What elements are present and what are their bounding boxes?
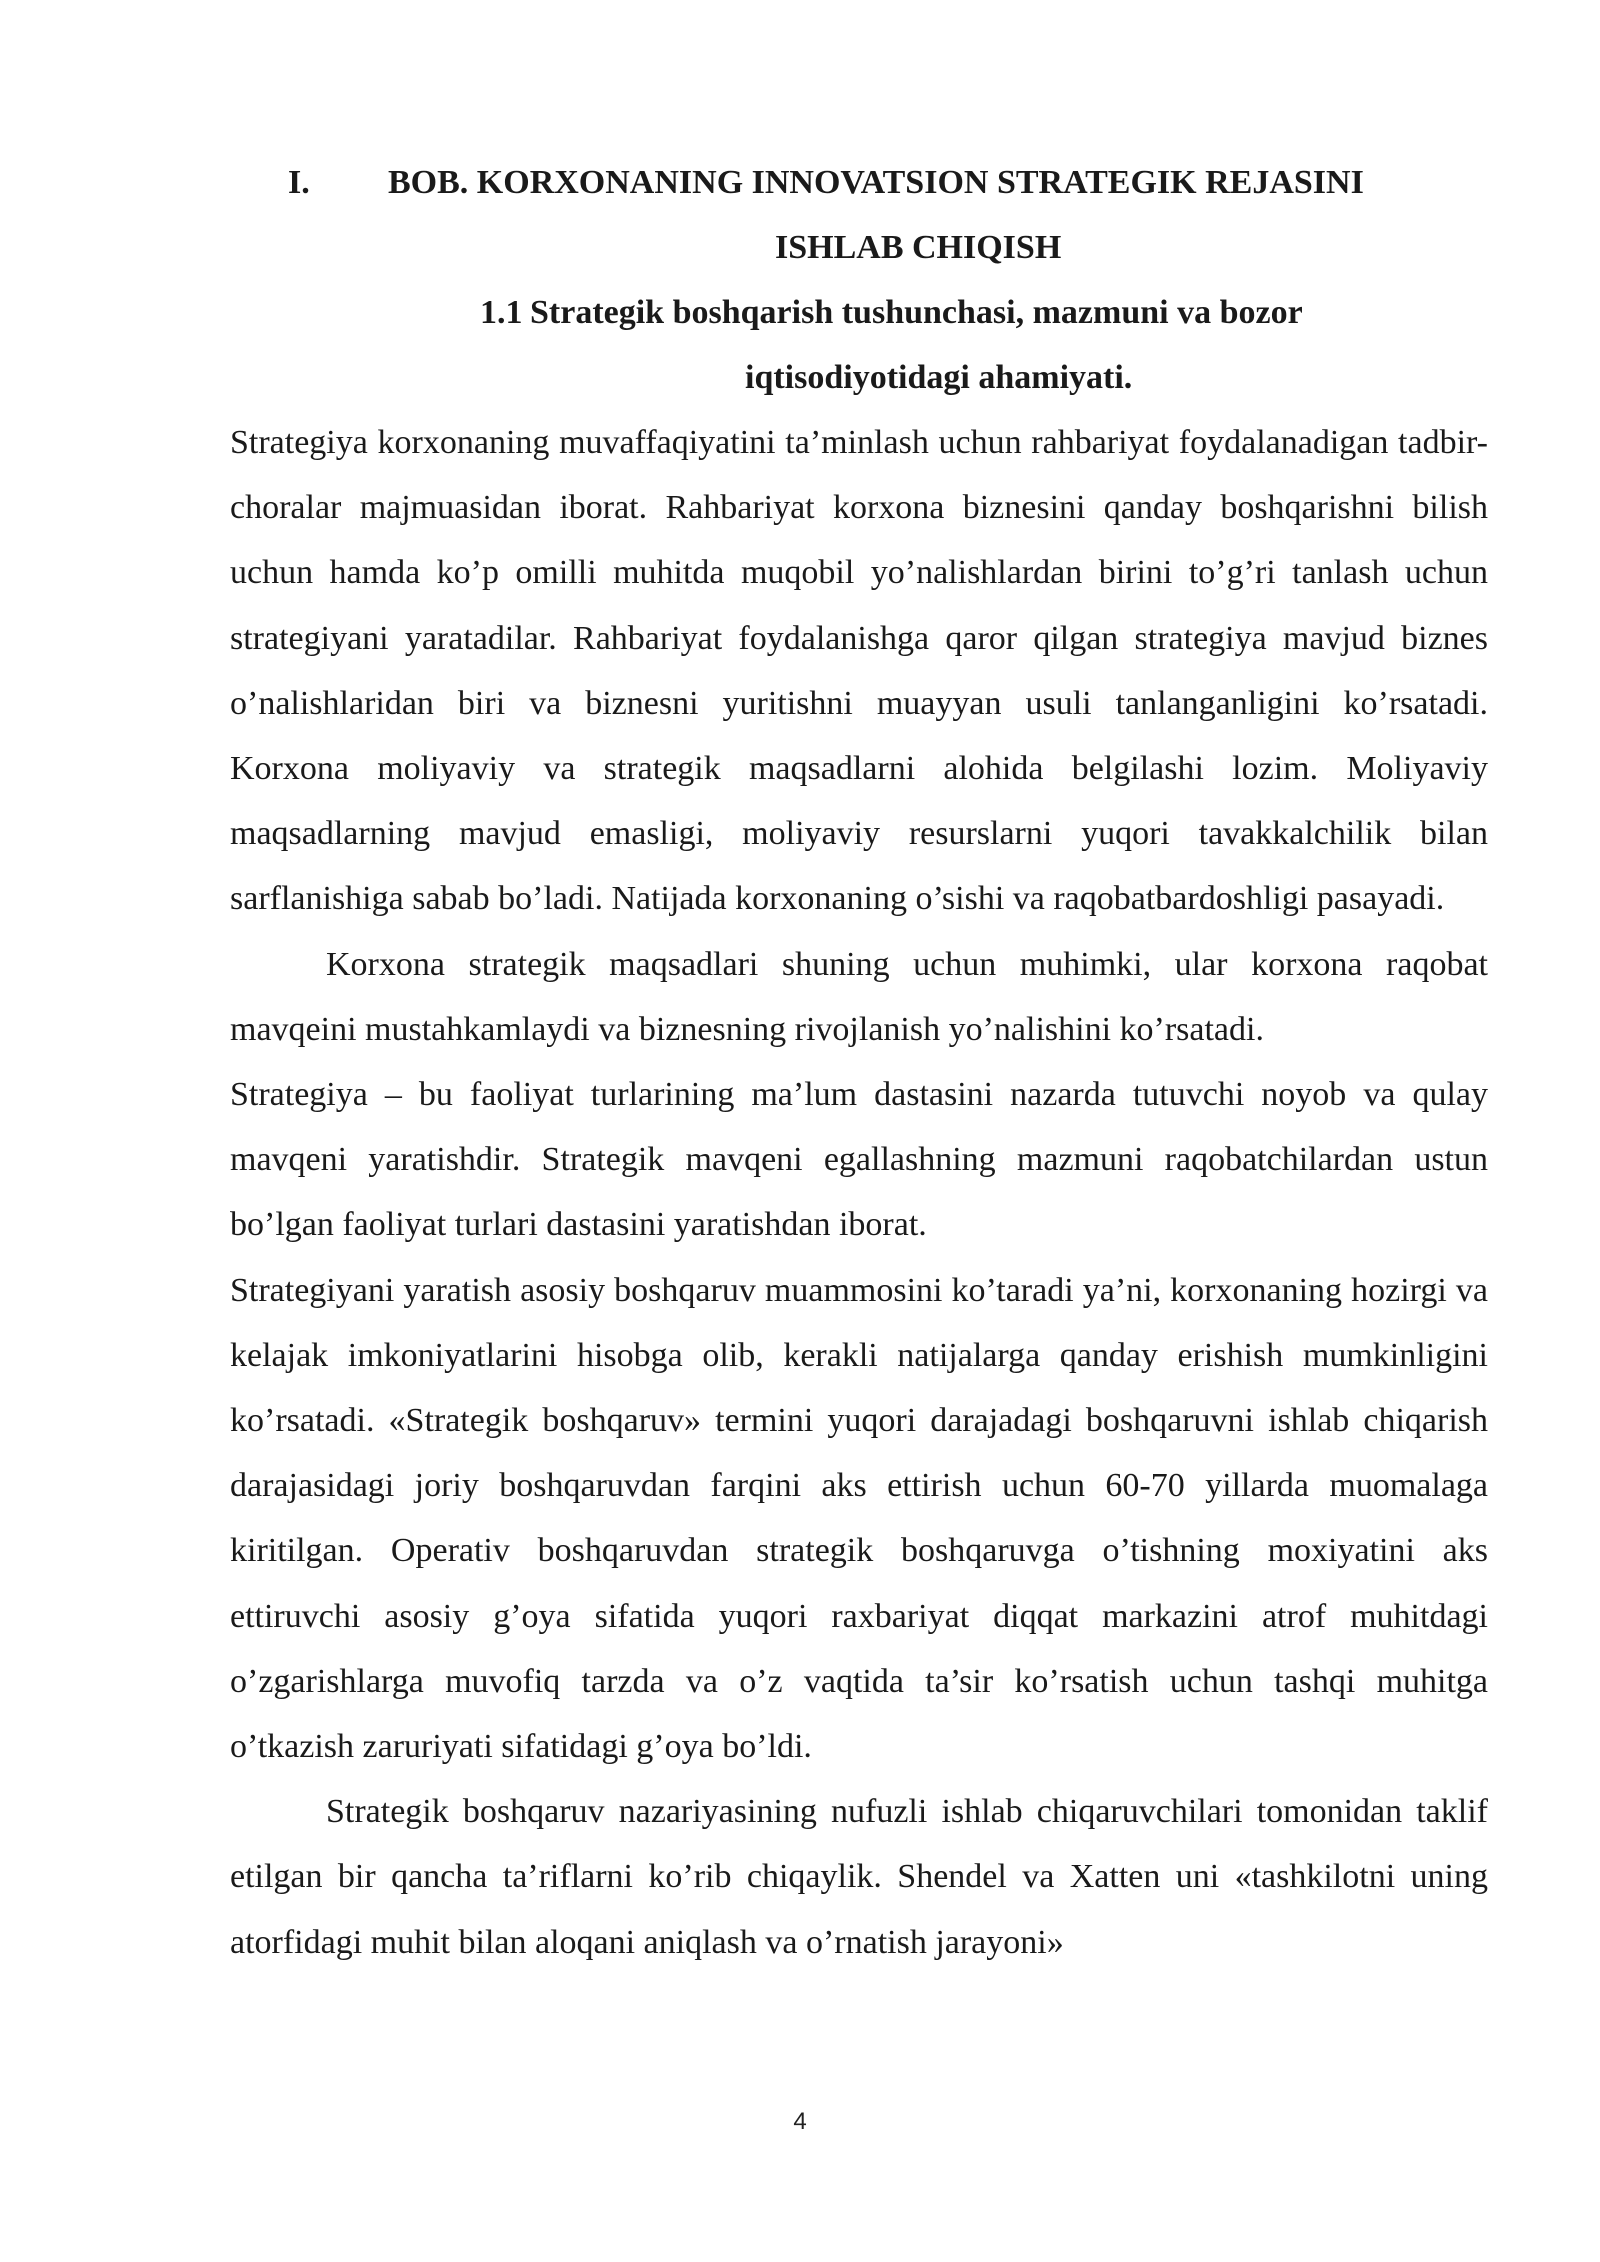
section-title-line2: iqtisodiyotidagi ahamiyati.: [745, 359, 1133, 396]
chapter-title-line1: BOB. KORXONANING INNOVATSION STRATEGIK REJASINI: [388, 164, 1364, 201]
chapter-title-line2: ISHLAB CHIQISH: [775, 229, 1062, 266]
paragraph-2: Korxona strategik maqsadlari shuning uchun muhimki, ular korxona raqobat mavqeini mustahkamlaydi va biznesning rivojlanish yo’nalishini ko’rsatadi.: [230, 945, 1488, 1048]
paragraph-4: Strategiyani yaratish asosiy boshqaruv muammosini ko’taradi ya’ni, korxonaning hozirgi va kelajak imkoniyatlarini hisobga olib, kerakli natijalarga qanday erishish mumkinligini ko’rsatadi. «Strategik boshqaruv» termini yuqori darajadagi boshqaruvni ishlab chiqarish darajasidagi joriy boshqaruvdan farqini aks ettirish uchun 60-70 yillarda muomalaga kiritilgan. Operativ boshqaruvdan strategik boshqaruvga o’tishning moxiyatini aks ettiruvchi asosiy g’oya sifatida yuqori raxbariyat diqqat markazini atrof muhitdagi o’zgarishlarga muvofiq tarzda va o’z vaqtida ta’sir ko’rsatish uchun tashqi muhitga o’tkazish zaruriyati sifatidagi g’oya bo’ldi.: [230, 1271, 1488, 1766]
paragraph-3: Strategiya – bu faoliyat turlarining ma’lum dastasini nazarda tutuvchi noyob va qulay mavqeni yaratishdir. Strategik mavqeni egallashning mazmuni raqobatchilardan ustun bo’lgan faoliyat turlari dastasini yaratishdan iborat.: [230, 1076, 1488, 1244]
document-page: [230, 150, 1488, 1975]
section-title-line1-wrap: [230, 280, 1488, 345]
section-heading: [230, 280, 1488, 410]
section-number: 1.1: [480, 294, 523, 331]
section-title-line1: Strategik boshqarish tushunchasi, mazmuni va bozor: [530, 294, 1303, 331]
paragraph-5: Strategik boshqaruv nazariyasining nufuzli ishlab chiqaruvchilari tomonidan taklif etilgan bir qancha ta’riflarni ko’rib chiqaylik. Shendel va Xatten uni «tashkilotni uning atorfidagi muhit bilan aloqani aniqlash va o’rnatish jarayoni»: [230, 1793, 1488, 1961]
chapter-number: I.: [288, 164, 310, 201]
chapter-heading: [230, 150, 1488, 280]
paragraph-1: Strategiya korxonaning muvaffaqiyatini ta’minlash uchun rahbariyat foydalanadigan tadbir-choralar majmuasidan iborat. Rahbariyat korxona biznesini qanday boshqarishni bilish uchun hamda ko’p omilli muhitda muqobil yo’nalishlardan birini to’g’ri tanlash uchun strategiyani yaratadilar. Rahbariyat foydalanishga qaror qilgan strategiya mavjud biznes o’nalishlaridan biri va biznesni yuritishni muayyan usuli tanlanganligini ko’rsatadi. Korxona moliyaviy va strategik maqsadlarni alohida belgilashi lozim. Moliyaviy maqsadlarning mavjud emasligi, moliyaviy resurslarni yuqori tavakkalchilik bilan sarflanishiga sabab bo’ladi. Natijada korxonaning o’sishi va raqobatbardoshligi pasayadi.: [230, 424, 1488, 918]
page-number: 4: [793, 2108, 807, 2135]
